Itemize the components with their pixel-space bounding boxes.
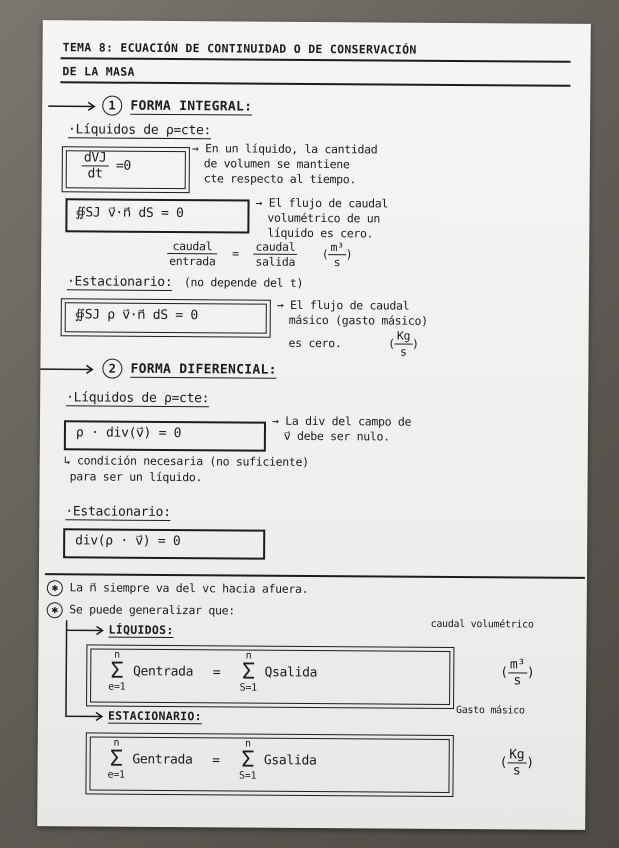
s1-eq3: ∯SJ ρ v⃗·n⃗ dS = 0 [74, 307, 198, 324]
s2-condition-line-2: para ser un líquido. [69, 469, 203, 485]
liq-sum-top-right: n [245, 650, 252, 662]
section-2-heading [102, 359, 277, 380]
s2-eq1-note-line-2: v⃗ debe ser nulo. [283, 428, 390, 444]
est-eq: = [212, 752, 220, 768]
s1-estacionario-note: (no depende del t) [183, 275, 304, 290]
section-2-title: FORMA DIFERENCIAL: [130, 361, 277, 378]
s1-eq2-note-line-2: volumétrico de un [267, 210, 381, 226]
s1-ratio-eq: = [232, 246, 239, 261]
estacionario-unit: ( $\frac{Kg}{s}$ ) [499, 747, 534, 779]
title-line-2: DE LA MASA [62, 64, 135, 79]
note-1-text: La n⃗ siempre va del vc hacia afuera. [69, 580, 309, 596]
liq-sum-top-left: n [114, 649, 120, 661]
title-underline-2 [60, 81, 570, 86]
s1-ratio-unit-den: s [333, 255, 341, 270]
asterisk-icon: ✱ [47, 602, 63, 618]
arrow-icon [40, 364, 96, 374]
liq-sum-bottom-left: e=1 [108, 681, 126, 693]
s1-eq1-note [192, 141, 378, 187]
s1-ratio-right-den: salida [255, 254, 296, 269]
s1-estacionario-label: ·Estacionario: [66, 274, 173, 291]
est-sum-top-right: n [244, 738, 251, 750]
s2-eq1-note [272, 414, 411, 445]
est-sum-bottom-right: S=1 [239, 770, 257, 782]
liq-term-left: Qentrada [132, 664, 194, 680]
s1-ratio-unit-num: m³ [328, 240, 345, 255]
s1-eq1-rhs: =0 [115, 158, 132, 174]
s2-eq1-note-line-1: → La div del campo de [271, 413, 412, 429]
title-line-1: TEMA 8: ECUACIÓN DE CONTINUIDAD O DE CONSERVACIÓN [62, 40, 417, 57]
sigma-icon: Σ [110, 658, 124, 684]
est-sum-bottom-left: e=1 [107, 769, 125, 781]
s1-eq3-note-line-1: → El flujo de caudal [276, 297, 410, 313]
s1-eq3-unit-den: s [400, 344, 407, 359]
arrow-icon [48, 101, 98, 111]
sigma-icon: Σ [109, 746, 123, 772]
liq-unit-den: s [513, 673, 522, 689]
s1-eq2: ∯SJ v⃗·n⃗ dS = 0 [75, 205, 184, 222]
s1-eq2-note-line-1: → El flujo de caudal [255, 195, 389, 211]
s1-eq1-denominator: dt [87, 166, 103, 182]
s2-estacionario-label: ·Estacionario: [65, 504, 171, 521]
s1-eq1-note-line-3: cte respecto al tiempo. [203, 171, 357, 187]
section-1-heading [102, 96, 252, 117]
s1-eq3-note: → El flujo de caudal másico (gasto másico) es cero. ( $\frac{Kg}{s}$ ) [276, 297, 428, 359]
s2-eq1: ρ · div(v⃗) = 0 [75, 425, 182, 442]
s1-eq1-note-line-2: de volumen se mantiene [203, 156, 350, 172]
liq-unit-num: m³ [508, 657, 527, 673]
liq-eq: = [212, 664, 221, 680]
s1-eq3-unit-num: Kg [395, 329, 412, 345]
estacionario-sum [108, 739, 317, 782]
estacionario-label: ESTACIONARIO: [107, 708, 202, 724]
s1-eq3-note-line-3: es cero. [288, 335, 342, 351]
s1-eq1-numerator: dVJ [82, 150, 109, 166]
note-2 [47, 602, 235, 619]
s1-ratio-right-num: caudal [253, 240, 297, 255]
s1-ratio-left-num: caudal [167, 239, 217, 254]
liquidos-side-note: caudal volumétrico [430, 618, 534, 631]
s1-estacionario-line [67, 274, 303, 291]
s1-eq2-note [255, 196, 388, 242]
note-1 [47, 580, 309, 598]
liquidos-sum [108, 651, 317, 694]
s2-liquidos-label: ·Líquidos de ρ=cte: [66, 390, 210, 407]
sigma-icon: Σ [241, 747, 255, 773]
liq-sum-bottom-right: S=1 [239, 682, 257, 694]
s1-eq3-note-line-2: másico (gasto másico) [288, 312, 428, 328]
est-term-left: Gentrada [132, 752, 193, 768]
title-underline-1 [61, 57, 571, 62]
section-divider [45, 573, 585, 578]
s1-liquidos-label: ·Líquidos de ρ=cte: [68, 122, 212, 139]
liq-term-right: Qsalida [264, 665, 318, 681]
s1-eq1 [82, 150, 131, 181]
s1-eq2-note-line-3: líquido es cero. [267, 225, 374, 241]
est-unit-den: s [512, 763, 521, 779]
s1-eq1-note-line-1: → En un líquido, la cantidad [191, 141, 378, 157]
est-sum-top-left: n [113, 737, 120, 749]
sigma-icon: Σ [241, 659, 255, 685]
est-term-right: Gsalida [263, 753, 317, 769]
section-1-number: 1 [102, 96, 122, 116]
s1-ratio-left-den: entrada [169, 253, 216, 269]
s2-condition-note [64, 452, 309, 486]
estacionario-side-note: Gasto másico [455, 704, 525, 717]
notebook-page [37, 20, 591, 830]
liquidos-label: LÍQUIDOS: [108, 622, 174, 638]
note-2-text: Se puede generalizar que: [69, 602, 235, 618]
s2-condition-line-1: ↳ condición necesaria (no suficiente) [63, 453, 309, 469]
section-1-title: FORMA INTEGRAL: [130, 98, 253, 115]
liquidos-unit: ( $\frac{\text{m³}}{s}$ ) [500, 657, 535, 689]
est-unit-num: Kg [507, 747, 526, 763]
asterisk-icon: ✱ [47, 580, 63, 596]
s2-eq2: div(ρ · v⃗) = 0 [75, 533, 181, 550]
s1-caudal-relation: $\frac{\text{caudal}}{\text{entrada}}$ = $\frac{\text{caudal}}{\text{salida}}$ ( $\frac{\text{m³}}{s}$ ) [169, 239, 353, 270]
section-2-number: 2 [102, 359, 122, 379]
